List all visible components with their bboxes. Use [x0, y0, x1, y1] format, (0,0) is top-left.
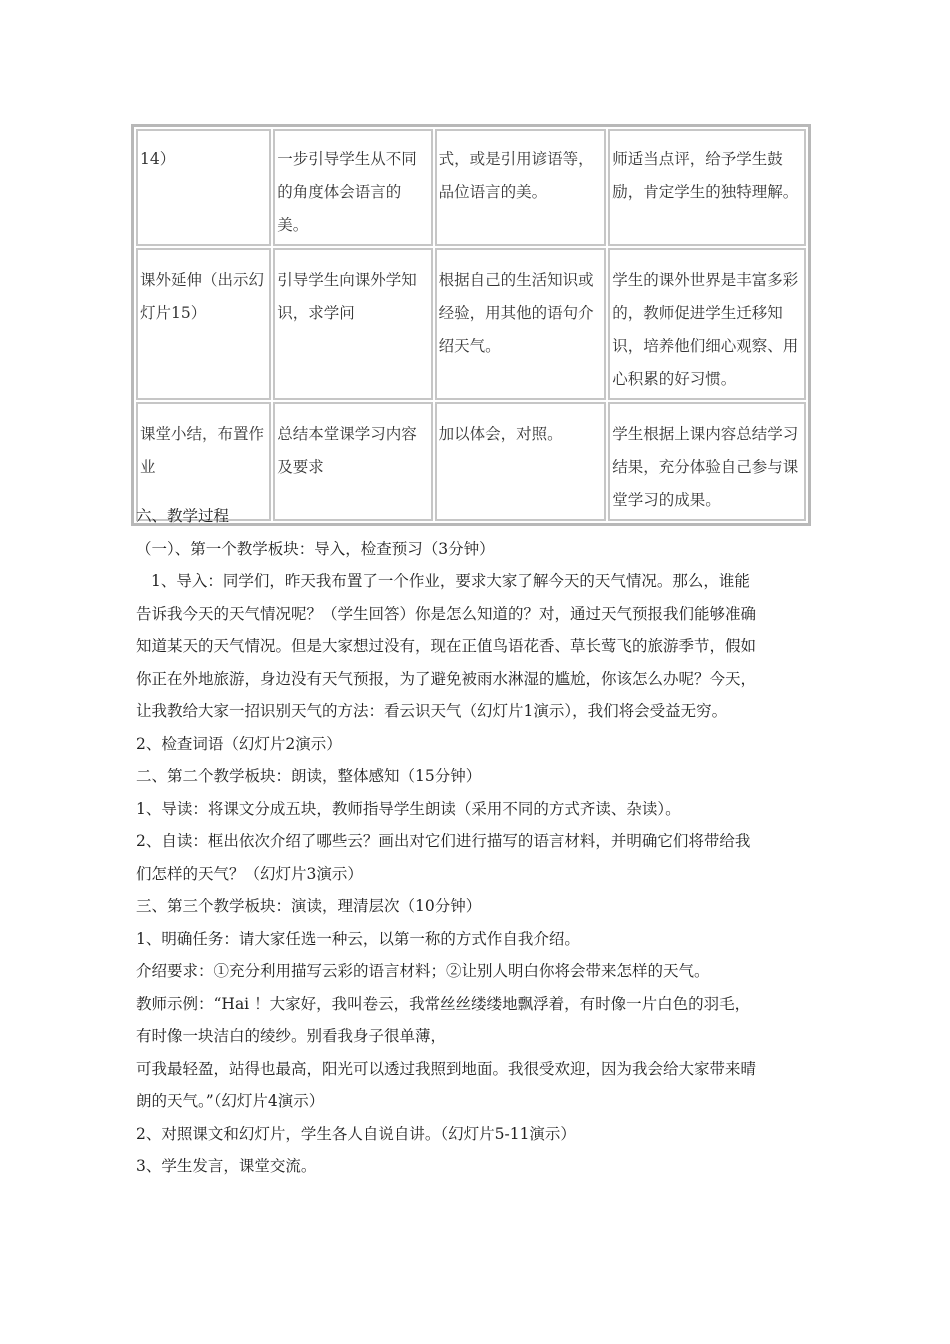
- paragraph-line: 教师示例：“Hai ！大家好，我叫卷云，我常丝丝缕缕地飘浮着，有时像一片白色的羽毛，: [136, 994, 751, 1013]
- subsection-heading: 二、第二个教学板块：朗读，整体感知（15分钟）: [136, 767, 482, 785]
- table-cell: 加以体会，对照。: [435, 402, 607, 521]
- paragraph-line: 你正在外地旅游，身边没有天气预报，为了避免被雨水淋湿的尴尬，你该怎么办呢？今天，: [136, 669, 757, 688]
- paragraph-line: 知道某天的天气情况。但是大家想过没有，现在正值鸟语花香、草长莺飞的旅游季节，假如: [136, 637, 757, 655]
- table-cell: 总结本堂课学习内容及要求: [273, 402, 432, 521]
- paragraph-line: 介绍要求：①充分利用描写云彩的语言材料；②让别人明白你将会带来怎样的天气。: [136, 962, 710, 980]
- table-row: [136, 248, 806, 400]
- paragraph-line: 2、自读：框出依次介绍了哪些云？画出对它们进行描写的语言材料，并明确它们将带给我: [136, 832, 751, 850]
- paragraph-line: 朗的天气。”（幻灯片4演示）: [136, 1092, 325, 1110]
- paragraph-line: 1、导读：将课文分成五块，教师指导学生朗读（采用不同的方式齐读、杂读）。: [136, 799, 681, 818]
- lesson-plan-table: [131, 124, 811, 526]
- lesson-process-text: [136, 500, 816, 1183]
- paragraph-line: 告诉我今天的天气情况呢？（学生回答）你是怎么知道的？对，通过天气预报我们能够准确: [136, 604, 757, 623]
- paragraph-line: 1、导入：同学们，昨天我布置了一个作业，要求大家了解今天的天气情况。那么，谁能: [151, 572, 750, 590]
- paragraph-line: 1、明确任务：请大家任选一种云，以第一称的方式作自我介绍。: [136, 929, 580, 948]
- paragraph-line: 让我教给大家一招识别天气的方法：看云识天气（幻灯片1演示），我们将会受益无穷。: [136, 702, 728, 720]
- table-cell: 课堂小结，布置作业: [136, 402, 271, 521]
- paragraph-line: 2、检查词语（幻灯片2演示）: [136, 734, 342, 753]
- table-cell: 一步引导学生从不同的角度体会语言的美。: [273, 129, 432, 246]
- table-cell: 14）: [136, 129, 271, 246]
- table-cell: 课外延伸（出示幻灯片15）: [136, 248, 271, 400]
- table-cell: 引导学生向课外学知识，求学问: [273, 248, 432, 400]
- paragraph-line: 们怎样的天气？（幻灯片3演示）: [136, 864, 363, 883]
- table-cell: 学生的课外世界是丰富多彩的，教师促进学生迁移知识，培养他们细心观察、用心积累的好习惯。: [608, 248, 806, 400]
- table-cell: 根据自己的生活知识或经验，用其他的语句介绍天气。: [435, 248, 607, 400]
- table-row: [136, 129, 806, 246]
- paragraph-line: 2、对照课文和幻灯片，学生各人自说自讲。（幻灯片5-11演示）: [136, 1124, 576, 1143]
- table-cell: 式，或是引用谚语等，品位语言的美。: [435, 129, 607, 246]
- subsection-heading: 三、第三个教学板块：演读，理清层次（10分钟）: [136, 897, 482, 915]
- subsection-heading: （一）、第一个教学板块：导入，检查预习（3分钟）: [136, 539, 495, 558]
- table-cell: 学生根据上课内容总结学习结果，充分体验自己参与课堂学习的成果。: [608, 402, 806, 521]
- table-cell: 师适当点评，给予学生鼓励，肯定学生的独特理解。: [608, 129, 806, 246]
- paragraph-line: 可我最轻盈，站得也最高，阳光可以透过我照到地面。我很受欢迎，因为我会给大家带来晴: [136, 1059, 757, 1078]
- paragraph-line: 3、学生发言，课堂交流。: [136, 1157, 317, 1175]
- section-heading: 六、教学过程: [136, 507, 230, 525]
- paragraph-line: 有时像一块洁白的绫纱。别看我身子很单薄，: [136, 1027, 447, 1045]
